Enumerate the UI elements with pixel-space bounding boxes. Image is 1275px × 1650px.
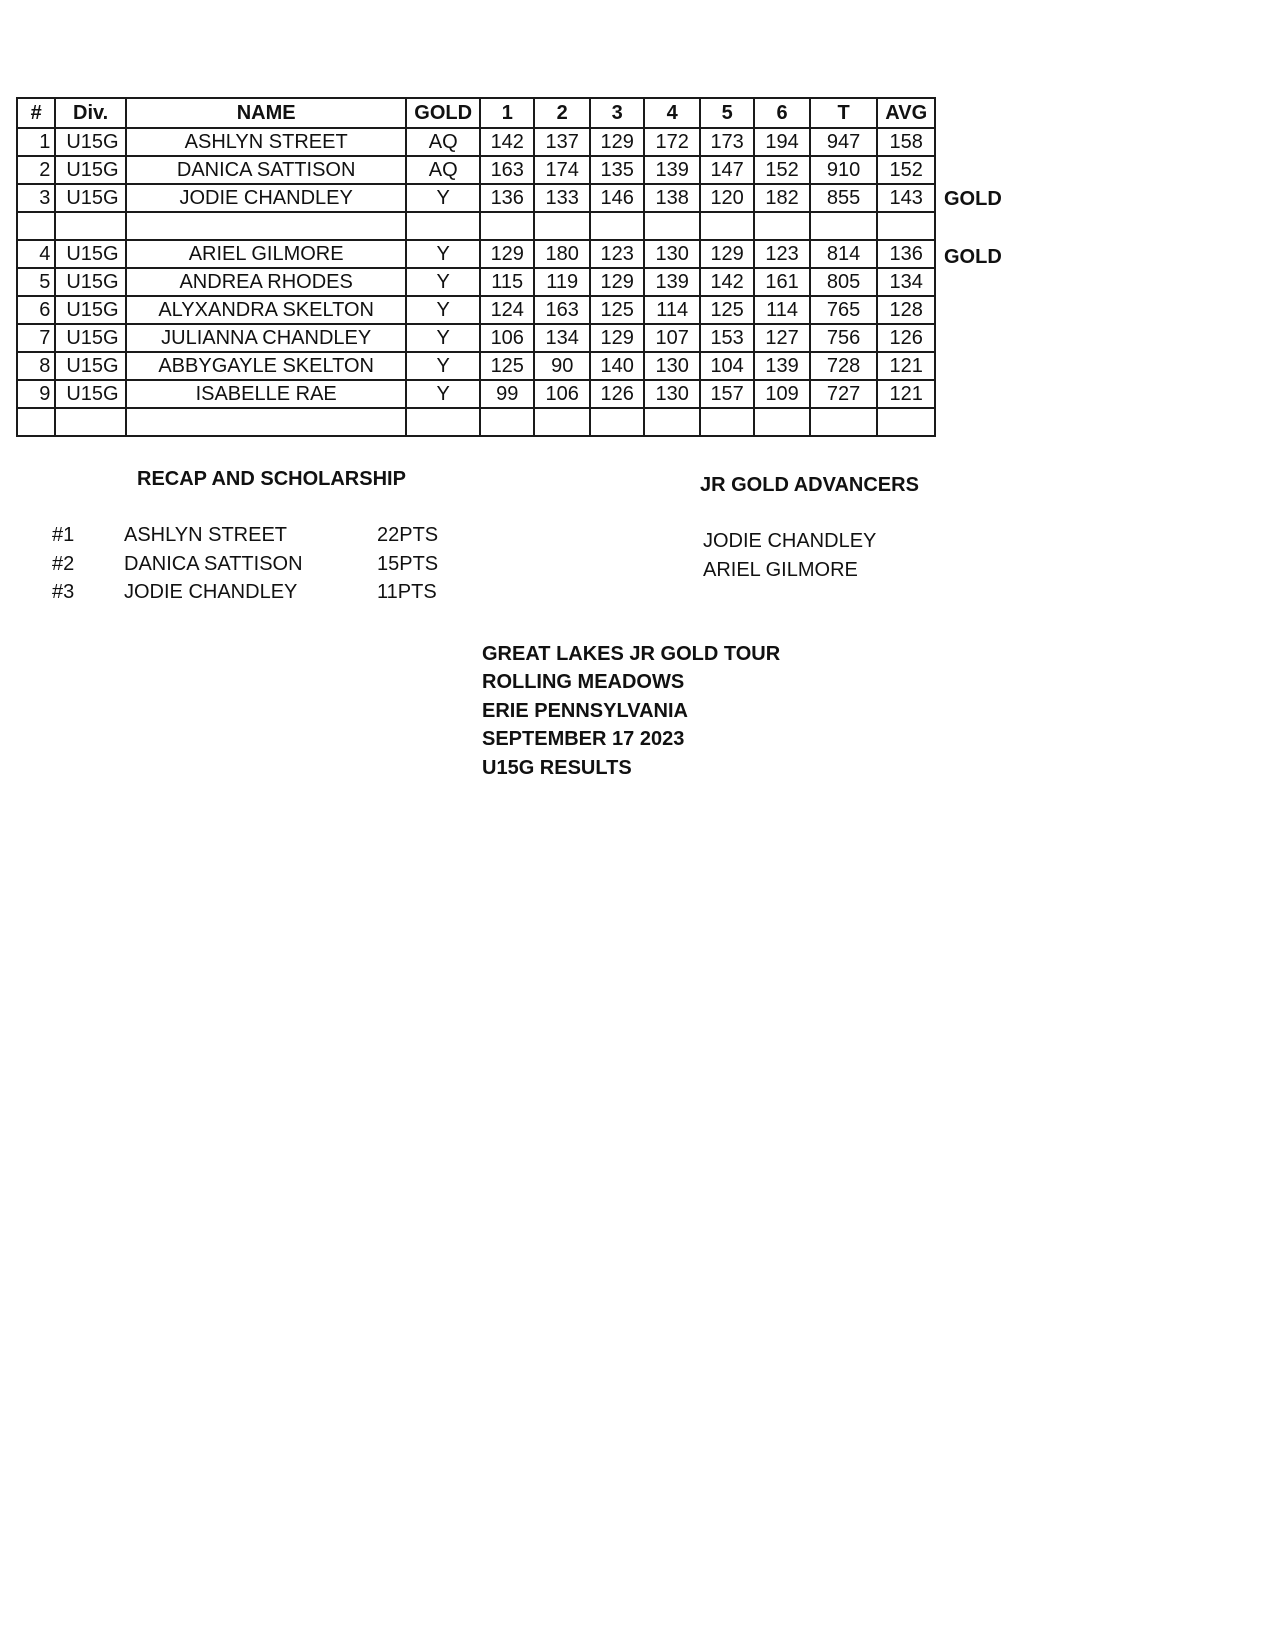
recap-entry — [52, 581, 452, 609]
cell-gold — [406, 408, 480, 436]
event-location: ERIE PENNSYLVANIA — [482, 700, 688, 722]
event-results-label: U15G RESULTS — [482, 757, 632, 779]
cell-game-3: 123 — [590, 240, 644, 268]
cell-game-2: 180 — [534, 240, 589, 268]
cell-total: 910 — [810, 156, 878, 184]
cell-game-5: 153 — [700, 324, 754, 352]
cell-name: ANDREA RHODES — [126, 268, 406, 296]
table-row — [17, 296, 935, 324]
cell-rank: 8 — [17, 352, 55, 380]
cell-div: U15G — [55, 128, 126, 156]
recap-name: JODIE CHANDLEY — [124, 581, 298, 603]
cell-name: JODIE CHANDLEY — [126, 184, 406, 212]
cell-total: 814 — [810, 240, 878, 268]
cell-game-1: 163 — [480, 156, 534, 184]
header-row — [17, 98, 935, 128]
gold-mark-row-3: GOLD — [944, 188, 1002, 210]
cell-game-3: 140 — [590, 352, 644, 380]
cell-game-2: 133 — [534, 184, 589, 212]
header-game-5: 5 — [700, 98, 754, 128]
cell-avg: 134 — [877, 268, 935, 296]
cell-game-4 — [644, 408, 699, 436]
cell-div — [55, 212, 126, 240]
header-game-6: 6 — [754, 98, 809, 128]
recap-name: ASHLYN STREET — [124, 524, 287, 546]
header-name: NAME — [126, 98, 406, 128]
event-date: SEPTEMBER 17 2023 — [482, 728, 685, 750]
cell-game-5: 147 — [700, 156, 754, 184]
table-row — [17, 352, 935, 380]
cell-game-6: 182 — [754, 184, 809, 212]
cell-game-2 — [534, 408, 589, 436]
cell-game-1: 125 — [480, 352, 534, 380]
cell-game-6: 139 — [754, 352, 809, 380]
cell-rank — [17, 212, 55, 240]
table-row — [17, 128, 935, 156]
recap-rank: #3 — [52, 581, 75, 603]
cell-game-4: 138 — [644, 184, 699, 212]
recap-points: 15PTS — [377, 553, 439, 575]
cell-game-6: 194 — [754, 128, 809, 156]
cell-game-1: 106 — [480, 324, 534, 352]
cell-name: JULIANNA CHANDLEY — [126, 324, 406, 352]
cell-game-4: 172 — [644, 128, 699, 156]
cell-rank: 6 — [17, 296, 55, 324]
cell-game-1: 99 — [480, 380, 534, 408]
cell-avg: 143 — [877, 184, 935, 212]
cell-avg: 158 — [877, 128, 935, 156]
cell-game-6 — [754, 408, 809, 436]
cell-gold: Y — [406, 352, 480, 380]
cell-rank: 2 — [17, 156, 55, 184]
cell-div — [55, 408, 126, 436]
cell-game-3 — [590, 212, 644, 240]
cell-rank: 9 — [17, 380, 55, 408]
recap-points: 22PTS — [377, 524, 439, 546]
cell-name: ASHLYN STREET — [126, 128, 406, 156]
cell-total: 727 — [810, 380, 878, 408]
cell-game-1: 129 — [480, 240, 534, 268]
cell-rank: 7 — [17, 324, 55, 352]
cell-total: 728 — [810, 352, 878, 380]
results-table — [16, 97, 936, 437]
cell-game-3: 146 — [590, 184, 644, 212]
recap-points: 11PTS — [377, 581, 437, 603]
cell-game-4: 107 — [644, 324, 699, 352]
cell-game-6: 123 — [754, 240, 809, 268]
cell-game-5 — [700, 408, 754, 436]
cell-gold: Y — [406, 240, 480, 268]
cell-game-5 — [700, 212, 754, 240]
table-row-blank — [17, 408, 935, 436]
cell-div: U15G — [55, 268, 126, 296]
cell-avg: 121 — [877, 352, 935, 380]
cell-avg: 136 — [877, 240, 935, 268]
cell-game-4: 130 — [644, 352, 699, 380]
table-row — [17, 380, 935, 408]
cell-game-2: 174 — [534, 156, 589, 184]
cell-game-6: 161 — [754, 268, 809, 296]
cell-div: U15G — [55, 184, 126, 212]
cell-rank: 4 — [17, 240, 55, 268]
header-div: Div. — [55, 98, 126, 128]
cell-gold: Y — [406, 380, 480, 408]
cell-div: U15G — [55, 296, 126, 324]
cell-gold: AQ — [406, 156, 480, 184]
cell-game-6: 109 — [754, 380, 809, 408]
cell-rank — [17, 408, 55, 436]
cell-name: ISABELLE RAE — [126, 380, 406, 408]
header-game-4: 4 — [644, 98, 699, 128]
header-gold: GOLD — [406, 98, 480, 128]
cell-total: 765 — [810, 296, 878, 324]
cell-game-4: 130 — [644, 240, 699, 268]
cell-name: DANICA SATTISON — [126, 156, 406, 184]
cell-gold: AQ — [406, 128, 480, 156]
header-game-3: 3 — [590, 98, 644, 128]
cell-rank: 1 — [17, 128, 55, 156]
cell-game-1: 124 — [480, 296, 534, 324]
cell-game-4: 139 — [644, 268, 699, 296]
table-row — [17, 240, 935, 268]
cell-total: 855 — [810, 184, 878, 212]
cell-total — [810, 408, 878, 436]
cell-game-5: 120 — [700, 184, 754, 212]
cell-div: U15G — [55, 156, 126, 184]
cell-game-3: 135 — [590, 156, 644, 184]
cell-name: ARIEL GILMORE — [126, 240, 406, 268]
cell-gold: Y — [406, 296, 480, 324]
cell-avg: 128 — [877, 296, 935, 324]
cell-avg — [877, 408, 935, 436]
cell-name — [126, 212, 406, 240]
cell-game-3 — [590, 408, 644, 436]
cell-game-3: 129 — [590, 268, 644, 296]
cell-game-2: 137 — [534, 128, 589, 156]
header-rank: # — [17, 98, 55, 128]
cell-total — [810, 212, 878, 240]
cell-game-1: 136 — [480, 184, 534, 212]
header-total: T — [810, 98, 878, 128]
cell-game-3: 126 — [590, 380, 644, 408]
cell-game-4: 114 — [644, 296, 699, 324]
cell-game-3: 125 — [590, 296, 644, 324]
cell-game-1: 115 — [480, 268, 534, 296]
cell-game-2: 163 — [534, 296, 589, 324]
cell-gold: Y — [406, 324, 480, 352]
gold-mark-row-4: GOLD — [944, 246, 1002, 268]
cell-game-2: 90 — [534, 352, 589, 380]
advancer-name: ARIEL GILMORE — [703, 559, 858, 581]
cell-div: U15G — [55, 380, 126, 408]
table-row — [17, 184, 935, 212]
header-game-2: 2 — [534, 98, 589, 128]
recap-rank: #2 — [52, 553, 75, 575]
cell-game-5: 104 — [700, 352, 754, 380]
cell-game-5: 129 — [700, 240, 754, 268]
cell-game-1 — [480, 212, 534, 240]
cell-total: 805 — [810, 268, 878, 296]
cell-gold: Y — [406, 268, 480, 296]
cell-name: ALYXANDRA SKELTON — [126, 296, 406, 324]
cell-avg — [877, 212, 935, 240]
cell-game-5: 142 — [700, 268, 754, 296]
cell-gold: Y — [406, 184, 480, 212]
recap-entry — [52, 524, 452, 552]
cell-div: U15G — [55, 324, 126, 352]
cell-game-5: 157 — [700, 380, 754, 408]
cell-game-5: 173 — [700, 128, 754, 156]
results-body — [17, 128, 935, 436]
cell-game-6: 114 — [754, 296, 809, 324]
recap-rank: #1 — [52, 524, 75, 546]
cell-game-1 — [480, 408, 534, 436]
table-row — [17, 324, 935, 352]
cell-game-6: 127 — [754, 324, 809, 352]
cell-game-4 — [644, 212, 699, 240]
cell-name: ABBYGAYLE SKELTON — [126, 352, 406, 380]
cell-game-5: 125 — [700, 296, 754, 324]
cell-name — [126, 408, 406, 436]
cell-game-6 — [754, 212, 809, 240]
advancer-name: JODIE CHANDLEY — [703, 530, 877, 552]
cell-game-4: 130 — [644, 380, 699, 408]
cell-rank: 3 — [17, 184, 55, 212]
recap-name: DANICA SATTISON — [124, 553, 303, 575]
header-avg: AVG — [877, 98, 935, 128]
event-tour-name: GREAT LAKES JR GOLD TOUR — [482, 643, 781, 665]
recap-title: RECAP AND SCHOLARSHIP — [137, 468, 406, 490]
cell-total: 756 — [810, 324, 878, 352]
cell-game-2 — [534, 212, 589, 240]
cell-game-3: 129 — [590, 324, 644, 352]
cell-avg: 126 — [877, 324, 935, 352]
cell-total: 947 — [810, 128, 878, 156]
cell-gold — [406, 212, 480, 240]
cell-div: U15G — [55, 240, 126, 268]
cell-div: U15G — [55, 352, 126, 380]
cell-avg: 121 — [877, 380, 935, 408]
cell-game-2: 119 — [534, 268, 589, 296]
cell-game-2: 106 — [534, 380, 589, 408]
advancers-title: JR GOLD ADVANCERS — [700, 474, 919, 496]
table-row — [17, 156, 935, 184]
cell-game-1: 142 — [480, 128, 534, 156]
event-venue: ROLLING MEADOWS — [482, 671, 685, 693]
cell-avg: 152 — [877, 156, 935, 184]
cell-game-2: 134 — [534, 324, 589, 352]
cell-game-4: 139 — [644, 156, 699, 184]
cell-rank: 5 — [17, 268, 55, 296]
header-game-1: 1 — [480, 98, 534, 128]
table-row — [17, 268, 935, 296]
recap-entry — [52, 553, 452, 581]
cell-game-3: 129 — [590, 128, 644, 156]
cell-game-6: 152 — [754, 156, 809, 184]
table-row-blank — [17, 212, 935, 240]
